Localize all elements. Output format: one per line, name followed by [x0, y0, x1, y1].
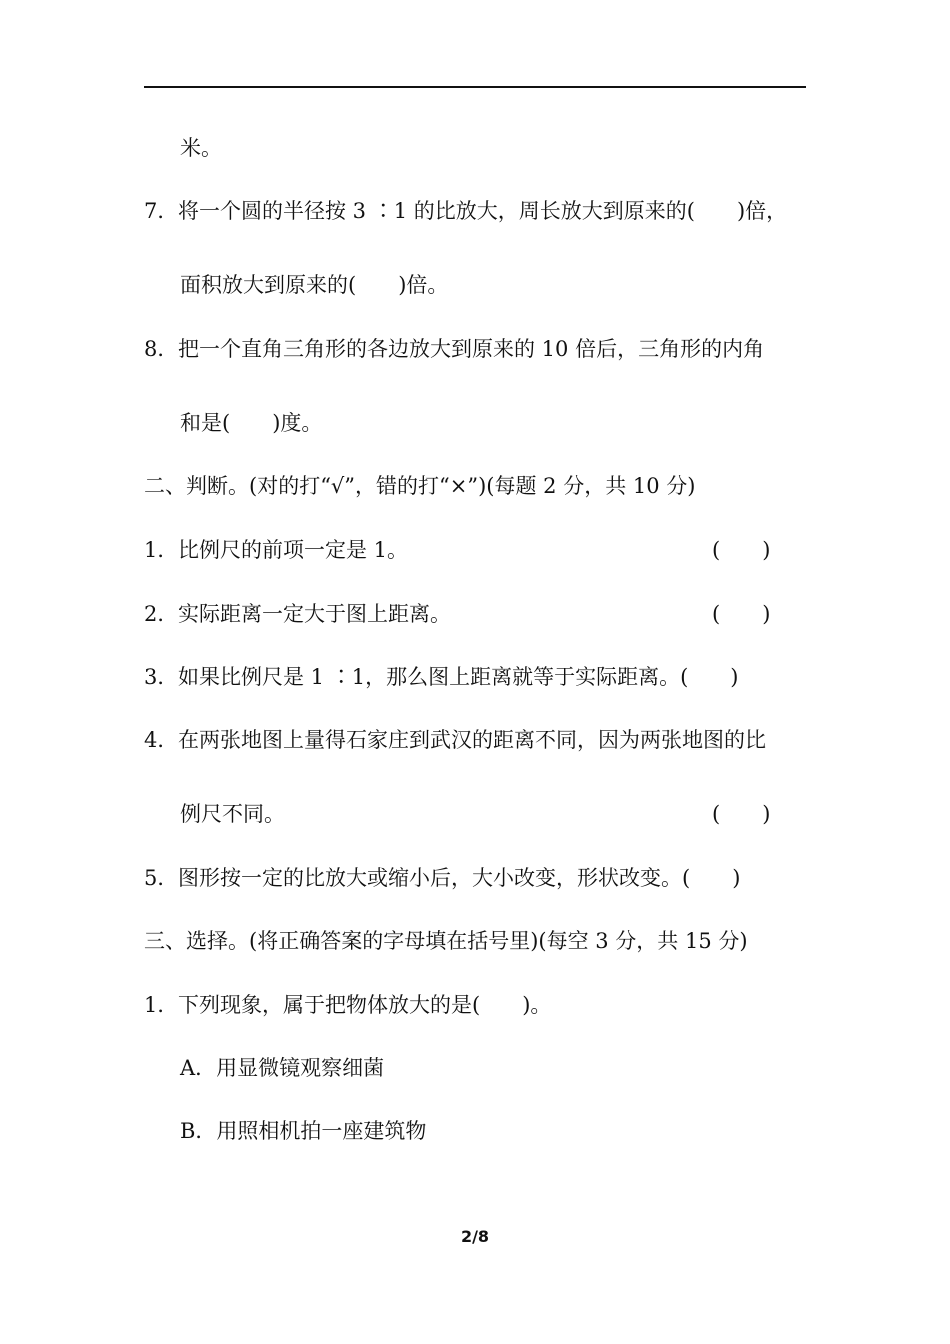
header-rule [144, 86, 806, 88]
judge-1: 1．比例尺的前项一定是 1。 [144, 538, 409, 562]
question-8-continuation: 和是( )度。 [180, 411, 323, 435]
judge-1-answer-paren: ( ) [712, 538, 771, 562]
judge-2-answer-paren: ( ) [712, 602, 771, 626]
choice-1: 1．下列现象，属于把物体放大的是( )。 [144, 993, 552, 1017]
question-8: 8．把一个直角三角形的各边放大到原来的 10 倍后，三角形的内角 [144, 337, 765, 361]
judge-2: 2．实际距离一定大于图上距离。 [144, 602, 451, 626]
question-7: 7．将一个圆的半径按 3 ∶1 的比放大，周长放大到原来的( )倍， [144, 199, 788, 223]
page-number: 2/8 [460, 1227, 490, 1246]
section-3-heading: 三、选择。(将正确答案的字母填在括号里)(每空 3 分，共 15 分) [144, 929, 748, 953]
judge-3: 3．如果比例尺是 1 ∶1，那么图上距离就等于实际距离。( ) [144, 665, 739, 689]
choice-1-option-a: A．用显微镜观察细菌 [180, 1056, 385, 1080]
judge-4-continuation: 例尺不同。 [180, 802, 285, 826]
judge-5: 5．图形按一定的比放大或缩小后，大小改变，形状改变。( ) [144, 866, 741, 890]
question-7-continuation: 面积放大到原来的( )倍。 [180, 273, 449, 297]
q6-continuation: 米。 [180, 136, 222, 160]
choice-1-option-b: B．用照相机拍一座建筑物 [180, 1119, 427, 1143]
judge-4-answer-paren: ( ) [712, 802, 771, 826]
section-2-heading: 二、判断。(对的打“√”，错的打“×”)(每题 2 分，共 10 分) [144, 474, 696, 498]
judge-4: 4．在两张地图上量得石家庄到武汉的距离不同，因为两张地图的比 [144, 728, 766, 752]
